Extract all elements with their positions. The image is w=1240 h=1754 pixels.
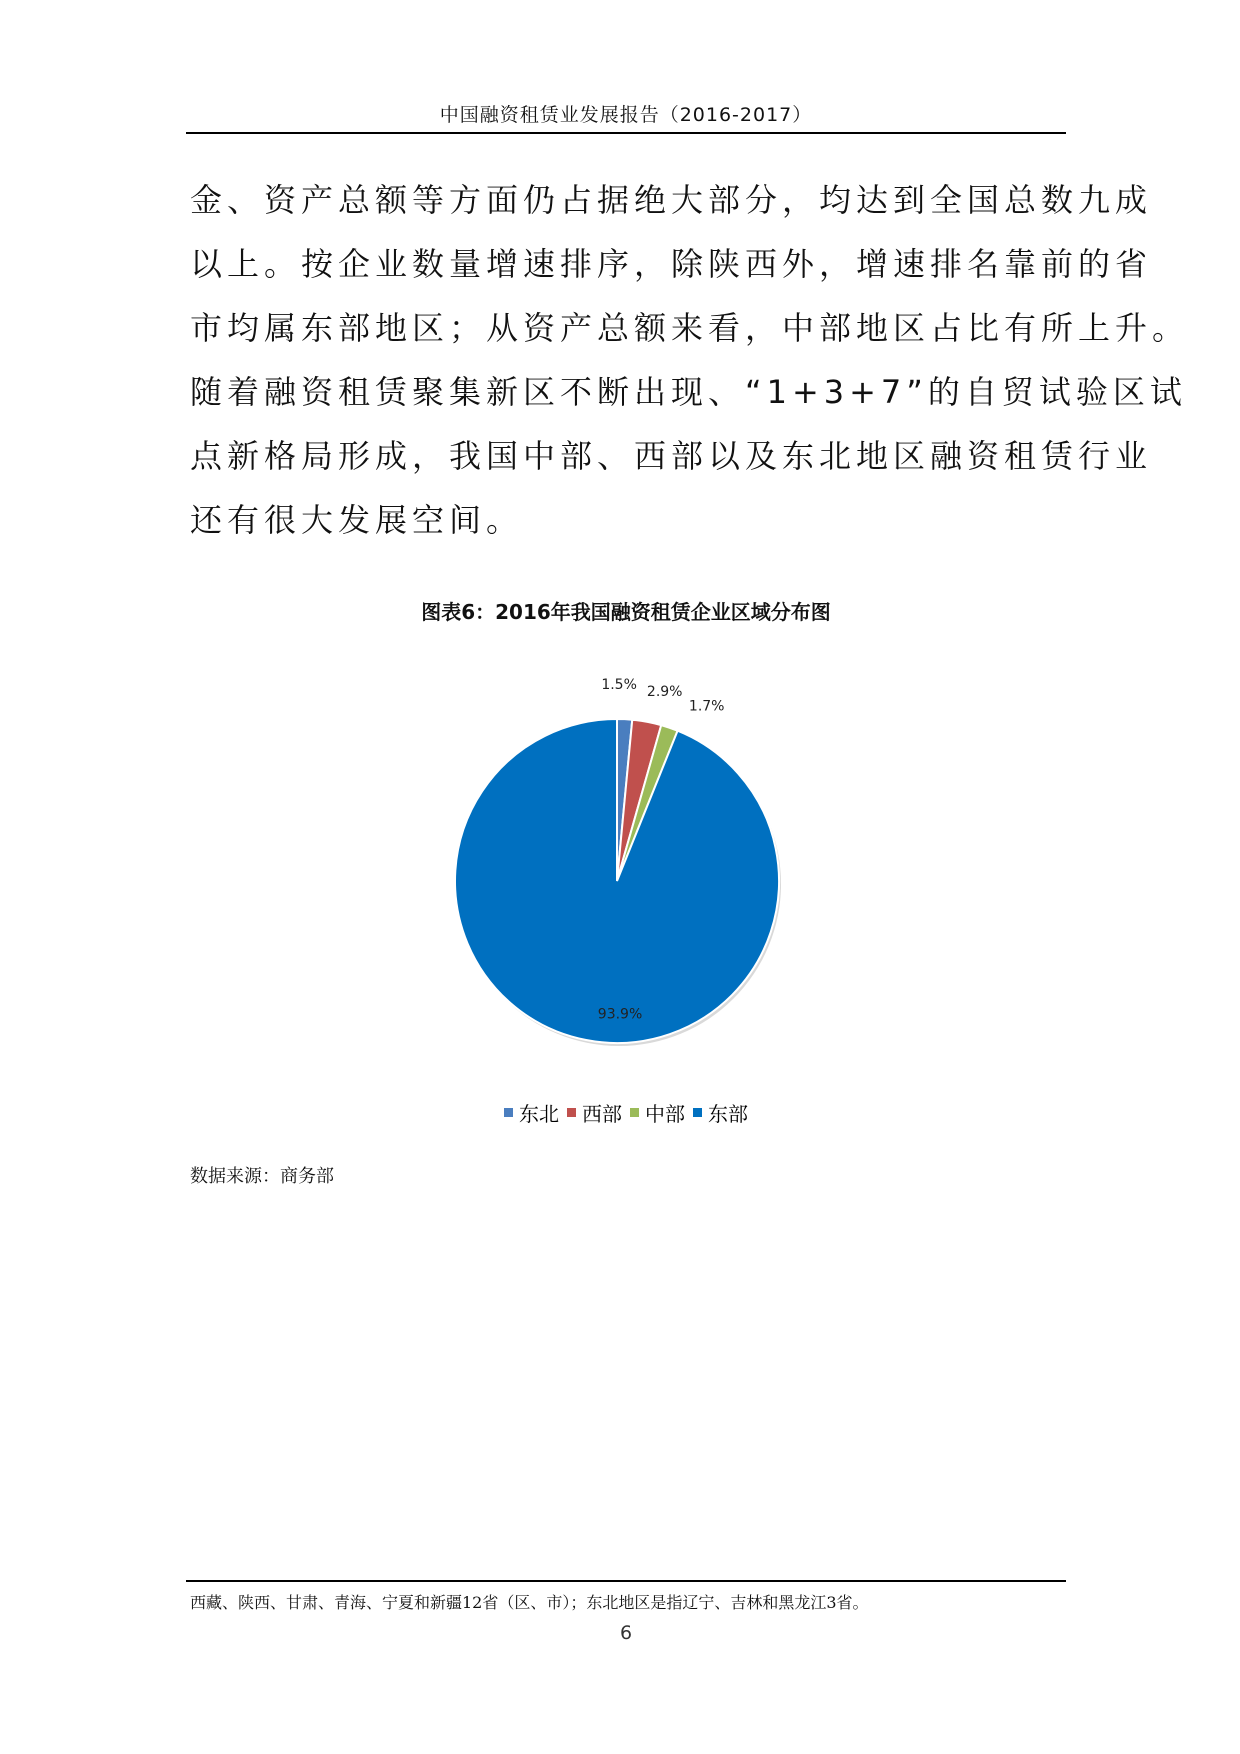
footnote: 西藏、陕西、甘肃、青海、宁夏和新疆12省（区、市）；东北地区是指辽宁、吉林和黑龙江3省。 [190,1593,869,1612]
legend-label: 东北 [519,1102,559,1126]
body-line: 点新格局形成，我国中部、西部以及东北地区融资租赁行业 [190,437,1153,475]
legend-swatch [630,1108,639,1117]
body-paragraph [190,168,1190,552]
chart-legend [186,1098,1066,1127]
legend-swatch [567,1108,576,1117]
data-label-西部: 2.9% [646,683,683,700]
body-line: 随着融资租赁聚集新区不断出现、“1+3+7”的自贸试验区试 [190,373,1187,411]
legend-item-西部 [567,1098,622,1127]
legend-label: 西部 [582,1102,622,1126]
data-source: 数据来源：商务部 [190,1166,334,1187]
legend-label: 中部 [645,1102,685,1126]
data-label-东部: 93.9% [597,1006,643,1023]
running-header: 中国融资租赁业发展报告（2016-2017） [439,104,813,126]
legend-item-东部 [693,1098,748,1127]
data-label-东北: 1.5% [601,677,637,694]
legend-item-东北 [504,1098,559,1127]
pie-slice-东部 [455,719,779,1043]
header-rule [186,132,1066,134]
body-line: 以上。按企业数量增速排序，除陕西外，增速排名靠前的省 [190,245,1153,283]
data-label-中部: 1.7% [688,698,725,715]
body-line: 市均属东部地区；从资产总额来看，中部地区占比有所上升。 [190,309,1190,347]
legend-label: 东部 [708,1102,748,1126]
body-line: 还有很大发展空间。 [190,501,524,539]
legend-swatch [504,1108,513,1117]
body-line: 金、资产总额等方面仍占据绝大部分，均达到全国总数九成 [190,181,1153,219]
legend-item-中部 [630,1098,685,1127]
page-number: 6 [619,1622,633,1644]
pie-chart [386,650,866,1170]
footnote-rule [186,1580,1066,1582]
figure-caption: 图表6：2016年我国融资租赁企业区域分布图 [421,600,831,624]
legend-swatch [693,1108,702,1117]
